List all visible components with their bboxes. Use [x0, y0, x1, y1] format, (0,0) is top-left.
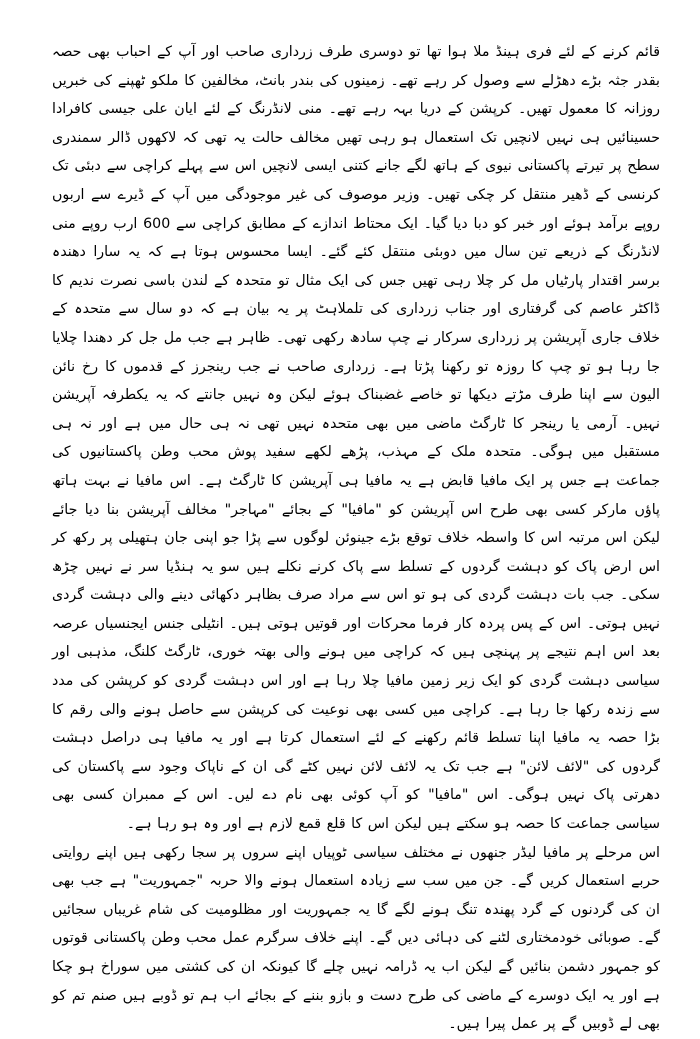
urdu-article-body	[52, 38, 660, 1039]
article-paragraph-1: قائم کرنے کے لئے فری ہینڈ ملا ہوا تھا تو دوسری طرف زرداری صاحب اور آپ کے احباب بھی حصہ بقدر جثہ بڑے دھڑلے سے وصول کر رہے تھے۔ زمینوں کی بندر بانٹ، مخالفین کا ملکو ٹھپنے کی خبریں روزانہ کا معمول تھیں۔ کرپشن کے دریا بہہ رہے تھے۔ منی لانڈرنگ کے لئے ایان علی جیسی کافرادا حسینائیں ہی نہیں لانچیں تک استعمال ہو رہی تھیں مخالف حالت یہ تھی کہ لاکھوں ڈالر سمندری سطح پر تیرتے پاکستانی نیوی کے ہاتھ لگے جانے کتنی ایسی لانچیں اس سے پہلے کراچی سے دبئی تک کرنسی کے ڈھیر منتقل کر چکی تھیں۔ وزیر موصوف کی غیر موجودگی میں آپ کے ڈیرے سے اربوں روپے برآمد ہوئے اور خبر کو دبا دیا گیا۔ ایک محتاط اندازے کے مطابق کراچی سے 600 ارب روپے منی لانڈرنگ کے ذریعے تین سال میں دوبئی منتقل کئے گئے۔ ایسا محسوس ہوتا ہے کہ یہ سارا دھندہ برسر اقتدار پارٹیاں مل کر چلا رہی تھیں جس کی ایک مثال تو متحدہ کے لندن باسی نصرت ندیم کا ڈاکٹر عاصم کی گرفتاری اور جناب زرداری کی تلملاہٹ پر یہ بیان ہے کہ دو سال سے متحدہ کے خلاف جاری آپریشن پر زرداری سرکار نے چپ سادھ رکھی تھی۔ ظاہر ہے جب مل جل کر دھندا چلایا جا رہا ہو تو چپ کا روزہ تو رکھنا پڑتا ہے۔ زرداری صاحب نے جب رینجرز کے قدموں کا رخ نائن الیون سے اپنا طرف مڑتے دیکھا تو خاصے غضبناک ہوئے لیکن وہ نہیں جانتے کہ یہ یکطرفہ آپریشن نہیں۔ آرمی یا رینجر کا ٹارگٹ ماضی میں بھی متحدہ نہیں تھی نہ ہی حال میں ہے اور نہ ہی مستقبل میں ہوگی۔ متحدہ ملک کے مہذب، پڑھے لکھے سفید پوش محب وطن پاکستانیوں کی جماعت ہے جس پر ایک مافیا قابض ہے یہ مافیا ہی آپریشن کا ٹارگٹ ہے۔ اس مافیا نے بہت ہاتھ پاؤں مارکر کسی بھی طرح اس آپریشن کو "مافیا" کے بجائے "مہاجر" مخالف آپریشن بنا دیا جائے لیکن اس مرتبہ اس کا واسطہ خلاف توقع بڑے جینوئن لوگوں سے پڑا جو اپنی جان ہتھیلی پر رکھ کر اس ارض پاک کو دہشت گردوں کے تسلط سے پاک کرنے نکلے ہیں سو یہ ہنڈیا سر نے نہیں چڑھ سکی۔ جب بات دہشت گردی کی ہو تو اس سے مراد صرف بظاہر دکھائی دینے والی دہشت گردی نہیں ہوتی۔ اس کے پس پردہ کار فرما محرکات اور قوتیں ہوتی ہیں۔ انٹیلی جنس ایجنسیاں عرصہ بعد اس اہم نتیجے پر پہنچی ہیں کہ کراچی میں ہونے والی بھتہ خوری، ٹارگٹ کلنگ، مذہبی اور سیاسی دہشت گردی کو ایک زیر زمین مافیا چلا رہا ہے اور اس دہشت گردی کو کرپشن کی مدد سے زندہ رکھا جا رہا ہے۔ کراچی میں کسی بھی نوعیت کی کرپشن سے حاصل ہونے والی رقم کا بڑا حصہ یہ مافیا اپنا تسلط قائم رکھنے کے لئے استعمال کرتا ہے اور یہ مافیا ہی دراصل دہشت گردوں کی "لائف لائن" ہے جب تک یہ لائف لائن نہیں کٹے گی ان کے ناپاک وجود سے پاکستان کی دھرتی پاک نہیں ہوگی۔ اس "مافیا" کو آپ کوئی بھی نام دے لیں۔ اس کے ممبران کسی بھی سیاسی جماعت کا حصہ ہو سکتے ہیں لیکن اس کا قلع قمع لازم ہے اور وہ ہو رہا ہے۔	[52, 44, 660, 833]
article-paragraph-2: اس مرحلے پر مافیا لیڈر جنھوں نے مختلف سیاسی ٹوپیاں اپنے سروں پر سجا رکھی ہیں اپنے روایتی حربے استعمال کریں گے۔ جن میں سب سے زیادہ استعمال ہونے والا حربہ "جمہوریت" ہے جب بھی ان کی گردنوں کے گرد پھندہ تنگ ہونے لگے گا یہ جمہوریت اور مظلومیت کی شام غریباں سجائیں گے۔ صوبائی خودمختاری لٹنے کی دہائی دیں گے۔ اپنے خلاف سرگرم عمل محب وطن پاکستانی قوتوں کو جمہور دشمن بنائیں گے لیکن اب یہ ڈرامہ نہیں چلے گا کیونکہ ان کی کشتی میں سوراخ ہو چکا ہے اور یہ ایک دوسرے کے ماضی کی طرح دست و بازو بننے کے بجائے اب ہم تو ڈوبے ہیں صنم تم کو بھی لے ڈوبیں گے پر عمل پیرا ہیں۔	[52, 844, 660, 1033]
